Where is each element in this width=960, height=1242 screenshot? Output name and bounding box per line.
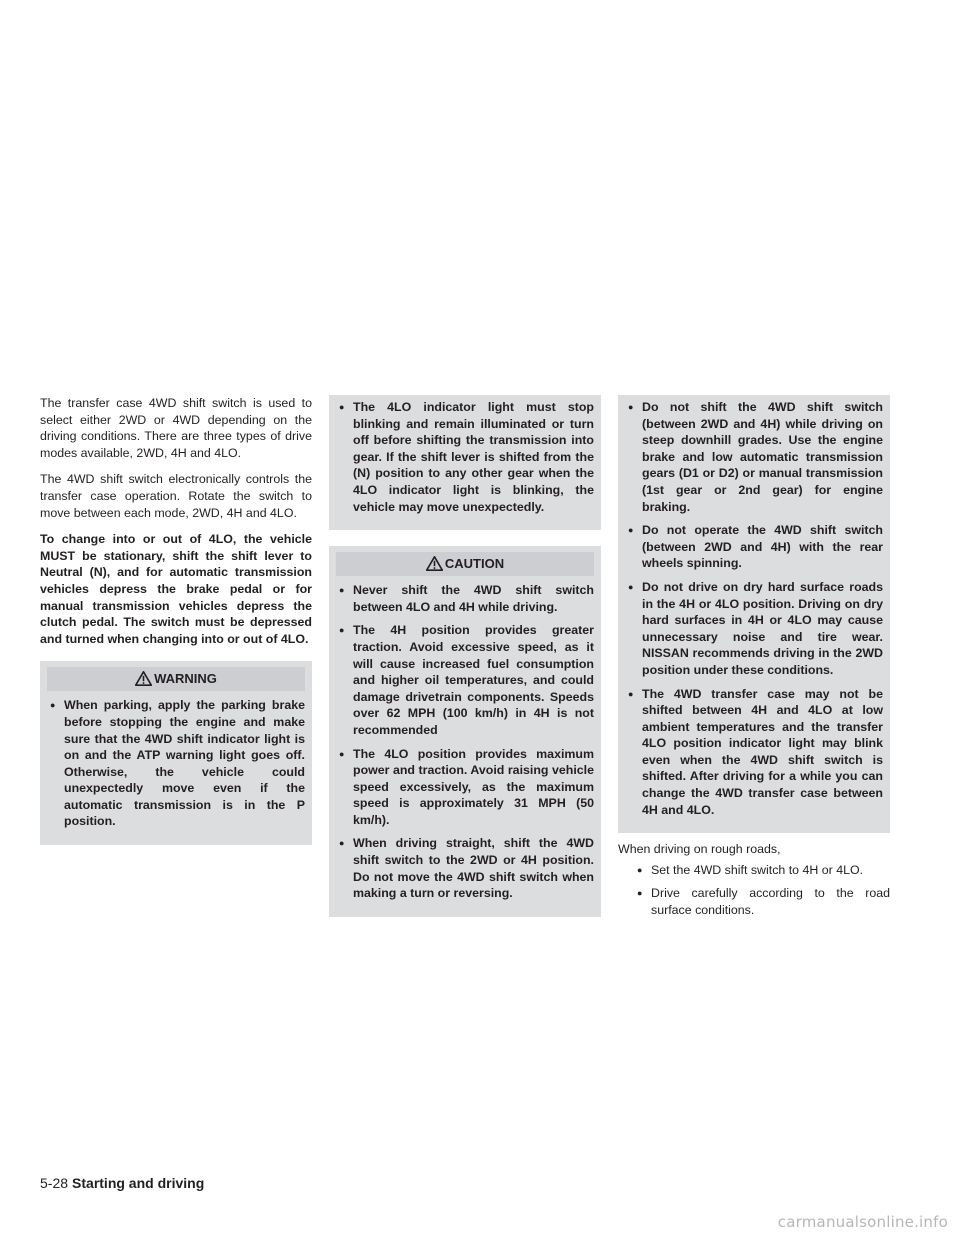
list-item: ● The 4LO position provides maximum power and traction. Avoid raising vehicle speed excessively, as the maximum speed is approximately 31 MPH (50 km/h). xyxy=(336,746,594,829)
rough-roads-list xyxy=(634,862,890,919)
caution-icon xyxy=(426,555,443,579)
switch-paragraph: The 4WD shift switch electronically controls the transfer case operation. Rotate the switch to move between each mode, 2WD, 4H and 4LO. xyxy=(40,472,312,520)
caution-list xyxy=(336,582,594,902)
caution-header xyxy=(336,552,594,576)
page-number: 5-28 xyxy=(40,1175,69,1191)
list-item: ● When driving straight, shift the 4WD shift switch to the 2WD or 4H position. Do not move the 4WD shift switch when making a turn or reversing. xyxy=(336,835,594,901)
list-item: ● Do not operate the 4WD shift switch (between 2WD and 4H) with the rear wheels spinning. xyxy=(625,522,883,572)
list-item: ● Drive carefully according to the road surface conditions. xyxy=(634,885,890,918)
list-item: ● The 4WD transfer case may not be shifted between 4H and 4LO at low ambient temperatures and the transfer 4LO position indicator light may blink even when the 4WD shift switch is shifted. After driving for a while you can change the 4WD transfer case between 4H and 4LO. xyxy=(625,686,883,819)
caution-list-continued xyxy=(625,399,883,818)
page-footer xyxy=(40,1175,204,1191)
list-item: ● Do not shift the 4WD shift switch (between 2WD and 4H) while driving on steep downhill grades. Use the engine brake and low automatic transmission gears (D1 or D2) or manual transmission (1st gear or 2nd gear) for engine braking. xyxy=(625,399,883,515)
warning-title: WARNING xyxy=(154,671,217,687)
4lo-instruction-paragraph: To change into or out of 4LO, the vehicle MUST be stationary, shift the shift lever to Neutral (N), and for automatic transmission vehicles depress the brake pedal or for manual transmission vehicles depress the clutch pedal. The switch must be depressed and turned when changing into or out of 4LO. xyxy=(40,532,312,646)
column-3 xyxy=(618,395,890,926)
warning-list xyxy=(47,697,305,830)
warning-box-continued xyxy=(329,395,601,530)
list-item: ● The 4H position provides greater traction. Avoid excessive speed, as it will cause increased fuel consumption and higher oil temperatures, and could damage drivetrain components. Speeds over 62 MPH (100 km/h) in 4H is not recommended xyxy=(336,622,594,738)
section-title: Starting and driving xyxy=(72,1175,205,1191)
caution-box xyxy=(329,546,601,917)
column-1 xyxy=(40,395,312,845)
caution-box-continued xyxy=(618,395,890,833)
warning-icon xyxy=(135,670,152,694)
watermark: carmanualsonline.info xyxy=(777,1213,948,1231)
caution-title: CAUTION xyxy=(444,556,505,572)
list-item: ● Set the 4WD shift switch to 4H or 4LO. xyxy=(634,862,890,879)
rough-roads-intro: When driving on rough roads, xyxy=(618,842,781,857)
warning-box xyxy=(40,661,312,845)
intro-paragraph: The transfer case 4WD shift switch is used to select either 2WD or 4WD depending on the driving conditions. There are three types of drive modes available, 2WD, 4H and 4LO. xyxy=(40,396,312,460)
column-2 xyxy=(329,395,601,917)
warning-header xyxy=(47,667,305,691)
list-item: ● When parking, apply the parking brake before stopping the engine and make sure that the 4WD shift indicator light is on and the ATP warning light goes off. Otherwise, the vehicle could unexpectedly move even if the automatic transmission is in the P position. xyxy=(47,697,305,830)
list-item: ● The 4LO indicator light must stop blinking and remain illuminated or turn off before shifting the transmission into gear. If the shift lever is shifted from the (N) position to any other gear when the 4LO indicator light is blinking, the vehicle may move unexpectedly. xyxy=(336,399,594,515)
list-item: ● Do not drive on dry hard surface roads in the 4H or 4LO position. Driving on dry hard surfaces in 4H or 4LO may cause unnecessary noise and tire wear. NISSAN recommends driving in the 2WD position under these conditions. xyxy=(625,579,883,679)
warning-list-continued xyxy=(336,399,594,515)
list-item: ● Never shift the 4WD shift switch between 4LO and 4H while driving. xyxy=(336,582,594,615)
